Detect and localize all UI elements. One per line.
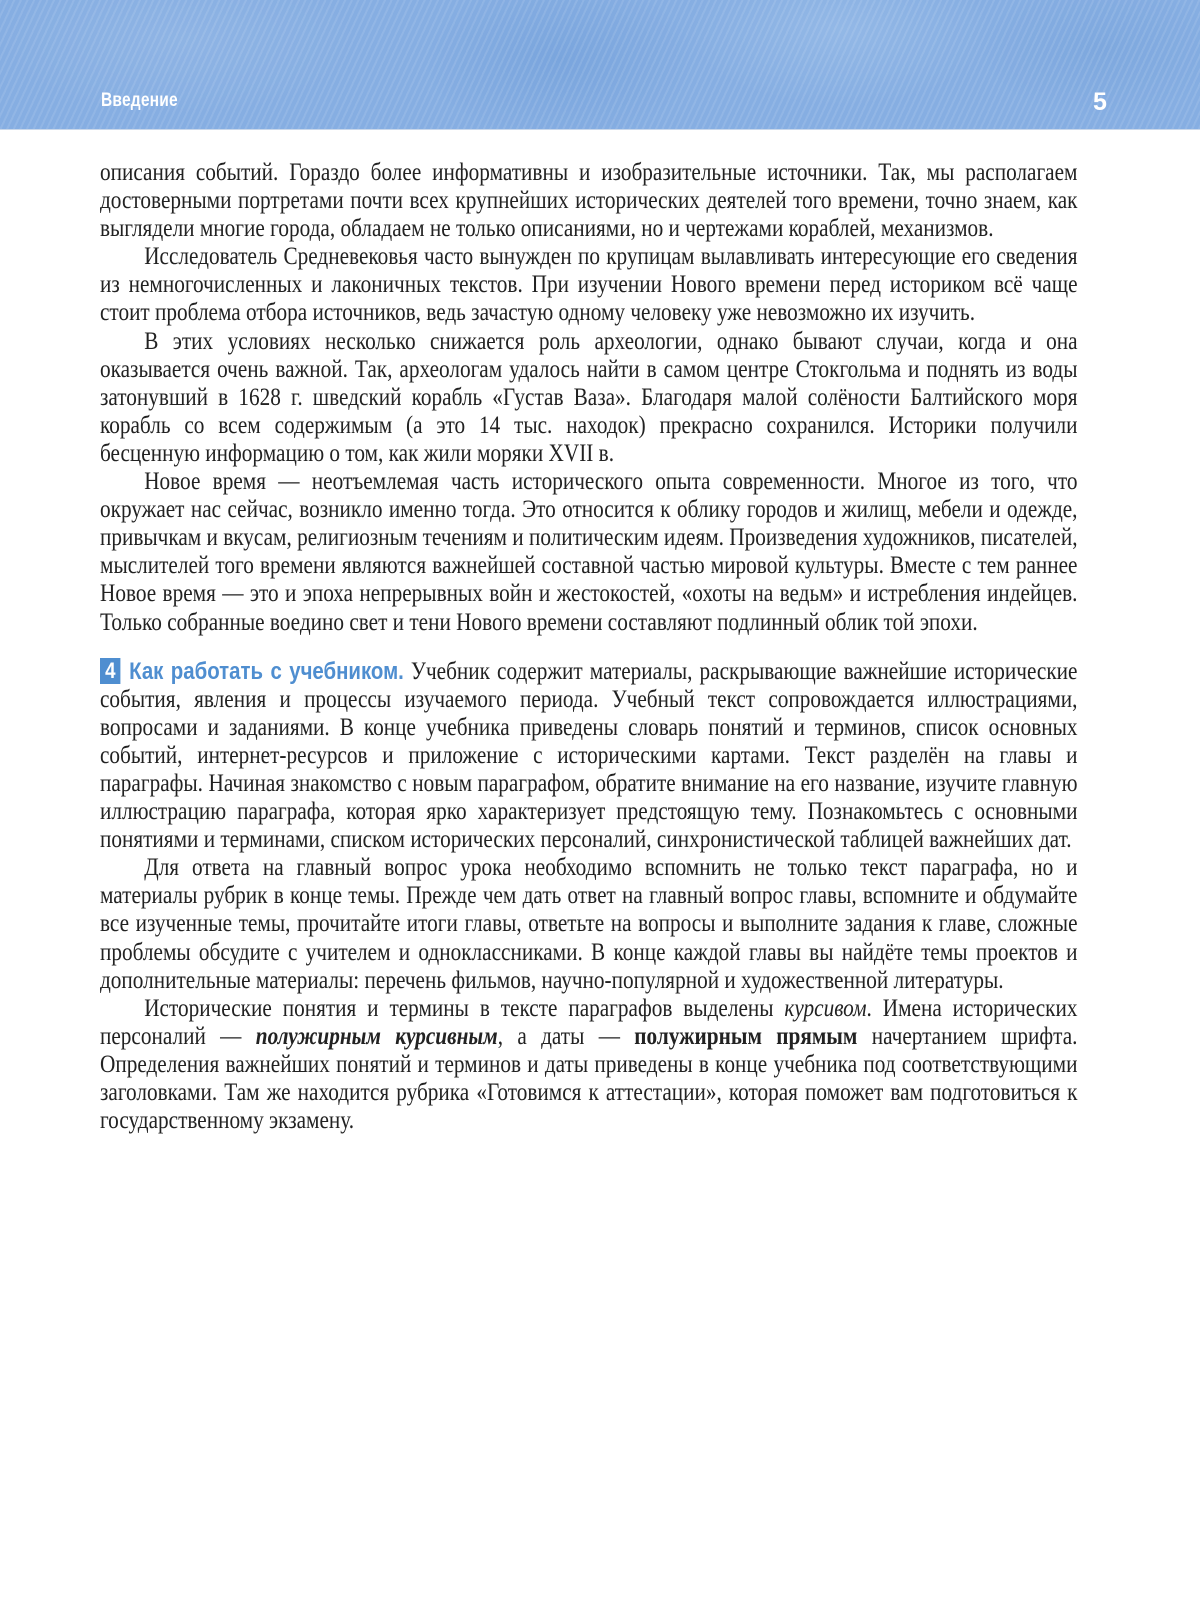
paragraph: В этих условиях несколько снижается роль археологии, однако бывают случаи, когда и она оказывается очень важной. Так, археологам удалось найти в самом центре Стокгольма и поднять из воды затонувший в 1628 г. шведский корабль «Густав Ваза». Благодаря малой солёности Балтийского моря корабль со всем содержимым (а это 14 тыс. находок) прекрасно сохранился. Историки получили бесценную информацию о том, как жили моряки XVII в. (100, 327, 1078, 467)
section-how-to-use-textbook (100, 658, 1078, 1136)
text-run: Исторические понятия и термины в тексте параграфов выделены (144, 994, 785, 1022)
paragraph: Исследователь Средневековья часто вынужден по крупицам вылавливать интересующие его сведения из немногочисленных и лаконичных текстов. При изучении Нового времени перед историком всё чаще стоит проблема отбора источников, ведь зачастую одному человеку уже невозможно их изучить. (100, 243, 1078, 327)
page-body (100, 159, 1078, 1135)
page-number: 5 (1093, 88, 1107, 116)
text-run: начертанием шрифта. Определения важнейших понятий и терминов и даты приведены в конце учебника под соответствующими заголовками. Там же находится рубрика «Готовимся к аттестации», которая поможет вам подготовиться к государственному экзамену. (100, 1022, 1078, 1135)
running-header-section-title: Введение (101, 90, 178, 111)
paragraph: Новое время — неотъемлемая часть исторического опыта современности. Многое из того, что окружает нас сейчас, возникло именно тогда. Это относится к облику городов и жилищ, мебели и одежде, привычкам и вкусам, религиозным течениям и политическим идеям. Произведения художников, писателей, мыслителей того времени являются важнейшей составной частью мировой культуры. Вместе с тем раннее Новое время — это и эпоха непрерывных войн и жестокостей, «охоты на ведьм» и истребления индейцев. Только собранные воедино свет и тени Нового времени составляют подлинный облик той эпохи. (100, 468, 1078, 636)
running-header (0, 0, 1200, 130)
section-intro-paragraph (100, 658, 1078, 855)
section-heading: Как работать с учебником. (129, 657, 404, 685)
paragraph-continued: описания событий. Гораздо более информативны и изобразительные источники. Так, мы располагаем достоверными портретами почти всех крупнейших исторических деятелей того времени, точно знаем, как выглядели многие города, обладаем не только описаниями, но и чертежами кораблей, механизмов. (100, 159, 1078, 243)
section-intro-text: Учебник содержит материалы, раскрывающие важнейшие исторические события, явления и процессы изучаемого периода. Учебный текст сопровождается иллюстрациями, вопросами и заданиями. В конце учебника приведены словарь понятий и терминов, список основных событий, интернет-ресурсов и приложение с историческими картами. Текст разделён на главы и параграфы. Начиная знакомство с новым параграфом, обратите внимание на его название, изучите главную иллюстрацию параграфа, которая ярко характеризует предстоящую тему. Познакомьтесь с основными понятиями и терминами, списком исторических персоналий, синхронистической таблицей важнейших дат. (100, 657, 1078, 854)
bold-example: полужирным прямым (634, 1022, 858, 1050)
text-run: , а даты — (497, 1022, 635, 1050)
section-number-badge: 4 (100, 658, 121, 684)
paragraph-formatting-conventions (100, 995, 1078, 1135)
text-run: . Имена исторических персоналий — (100, 994, 1078, 1050)
italic-example: курсивом (784, 994, 867, 1022)
paragraph: Для ответа на главный вопрос урока необходимо вспомнить не только текст параграфа, но и материалы рубрик в конце темы. Прежде чем дать ответ на главный вопрос главы, вспомните и обдумайте все изученные темы, прочитайте итоги главы, ответьте на вопросы и выполните задания к главе, сложные проблемы обсудите с учителем и одноклассниками. В конце каждой главы вы найдёте темы проектов и дополнительные материалы: перечень фильмов, научно-популярной и художественной литературы. (100, 854, 1078, 994)
bold-italic-example: полужирным курсивным (255, 1022, 498, 1050)
